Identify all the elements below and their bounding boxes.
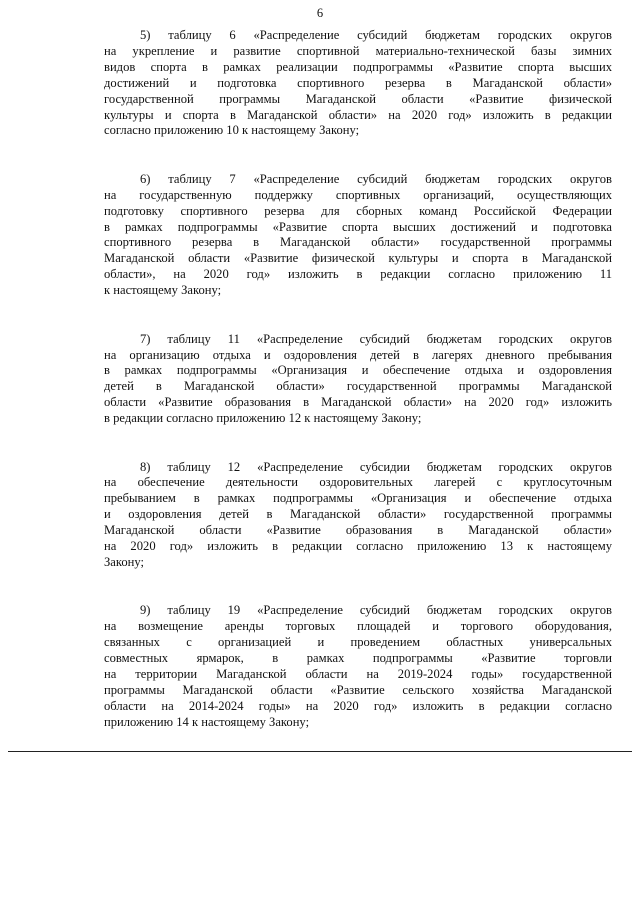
text-line: связанных с организацией и проведением областных универсальных xyxy=(104,635,612,650)
paragraph-item-8 xyxy=(104,460,612,571)
text-line: в редакции согласно приложению 12 к настоящему Закону; xyxy=(104,411,422,426)
text-line: программы Магаданской области «Развитие сельского хозяйства Магаданской xyxy=(104,682,612,697)
paragraph-item-6 xyxy=(104,172,612,299)
horizontal-rule xyxy=(8,751,632,752)
text-line: Магаданской области «Развитие образования в Магаданской области» xyxy=(104,523,612,538)
text-line: детей в Магаданской области» государственной программы Магаданской xyxy=(104,379,612,394)
text-line: видов спорта в рамках реализации подпрограммы «Развитие спорта высших xyxy=(104,59,612,74)
document-body xyxy=(104,28,612,763)
text-line: совместных ярмарок, в рамках подпрограммы «Развитие торговли xyxy=(104,651,612,666)
text-line: спортивного резерва в Магаданской области» государственной программы xyxy=(104,235,612,250)
text-line: к настоящему Закону; xyxy=(104,283,222,298)
text-line: области на 2014-2024 годы» на 2020 год» изложить в редакции согласно xyxy=(104,698,612,713)
text-line: на 2020 год» изложить в редакции согласно приложению 13 к настоящему xyxy=(104,539,612,554)
paragraph-item-9 xyxy=(104,603,612,730)
text-line: достижений и подготовка спортивного резерва в Магаданской области» xyxy=(104,75,612,90)
text-line: 5) таблицу 6 «Распределение субсидий бюджетам городских округов xyxy=(140,28,612,42)
text-line: 6) таблицу 7 «Распределение субсидий бюджетам городских округов xyxy=(140,171,612,186)
text-line: приложению 14 к настоящему Закону; xyxy=(104,714,310,729)
text-line: 7) таблицу 11 «Распределение субсидий бюджетам городских округов xyxy=(140,331,612,346)
text-line: на организацию отдыха и оздоровления детей в лагерях дневного пребывания xyxy=(104,347,612,362)
text-line: 8) таблицу 12 «Распределение субсидии бюджетам городских округов xyxy=(140,459,612,474)
text-line: на государственную поддержку спортивных организаций, осуществляющих xyxy=(104,187,612,202)
text-line: государственной программы Магаданской области «Развитие физической xyxy=(104,91,612,106)
text-line: на обеспечение деятельности оздоровительных лагерей с круглосуточным xyxy=(104,475,612,490)
text-line: согласно приложению 10 к настоящему Закону; xyxy=(104,123,360,138)
text-line: культуры и спорта в Магаданской области» на 2020 год» изложить в редакции xyxy=(104,107,612,122)
page-number: 6 xyxy=(316,6,324,20)
paragraph-item-7 xyxy=(104,332,612,427)
text-line: на возмещение аренды торговых площадей и торгового оборудования, xyxy=(104,619,612,634)
text-line: в рамках подпрограммы «Развитие спорта высших достижений и подготовка xyxy=(104,219,612,234)
text-line: Магаданской области «Развитие физической культуры и спорта в Магаданской xyxy=(104,251,612,266)
text-line: подготовку спортивного резерва для сборных команд Российской Федерации xyxy=(104,203,612,218)
text-line: и оздоровления детей в Магаданской области» государственной программы xyxy=(104,507,612,522)
text-line: 9) таблицу 19 «Распределение субсидий бюджетам городских округов xyxy=(140,603,612,618)
text-line: на территории Магаданской области на 2019-2024 годы» государственной xyxy=(104,667,612,681)
text-line: в рамках подпрограммы «Организация и обеспечение отдыха и оздоровления xyxy=(104,363,612,378)
text-line: области», на 2020 год» изложить в редакции согласно приложению 11 xyxy=(104,267,612,282)
text-line: пребыванием в рамках подпрограммы «Организация и обеспечение отдыха xyxy=(104,491,612,506)
text-line: на укрепление и развитие спортивной материально-технической базы зимних xyxy=(104,43,612,58)
text-line: Закону; xyxy=(104,554,145,569)
paragraph-item-5 xyxy=(104,28,612,139)
text-line: области «Развитие образования в Магаданской области» на 2020 год» изложить xyxy=(104,395,612,410)
